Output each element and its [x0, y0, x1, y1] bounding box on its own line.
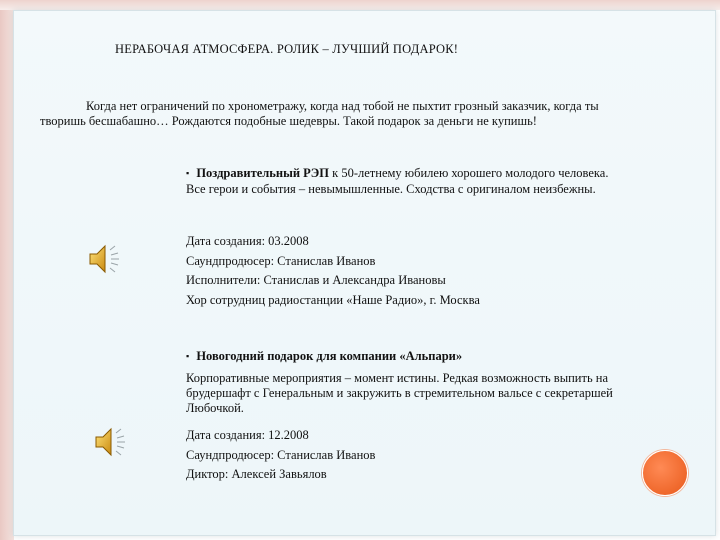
section-title: Новогодний подарок для компании «Альпари»: [196, 349, 463, 363]
section-heading: [186, 349, 626, 365]
top-decorative-band: [0, 0, 720, 10]
section-meta: [186, 232, 480, 310]
meta-producer: Саундпродюсер: Станислав Иванов: [186, 447, 376, 462]
speaker-icon[interactable]: [92, 424, 128, 460]
orange-circle-icon: [642, 450, 688, 496]
intro-text: Когда нет ограничений по хронометражу, когда над тобой не пыхтит грозный заказчик, когда ты творишь бесшабашно… Рождаются подобные шедевры. Такой подарок за деньги не купишь!: [40, 99, 599, 128]
intro-paragraph: [40, 99, 618, 129]
section-rap: [186, 166, 626, 197]
meta-narrator: Диктор: Алексей Завьялов: [186, 467, 327, 481]
section-heading: [186, 166, 626, 197]
section-title: Поздравительный РЭП: [196, 166, 330, 180]
bullet-icon: ▪: [186, 168, 190, 178]
left-decorative-band: [0, 0, 14, 540]
speaker-icon[interactable]: [86, 241, 122, 277]
meta-producer: Саундпродюсер: Станислав Иванов: [186, 253, 376, 268]
meta-performers: Исполнители: Станислав и Александра Ивановы: [186, 273, 446, 287]
bullet-icon: ▪: [186, 351, 190, 361]
section-meta: [186, 426, 375, 485]
section-description: Корпоративные мероприятия – момент истины. Редкая возможность выпить на брудершафт с Генеральным и закружить в стремительном вальсе с секретаршей Любочкой.: [186, 371, 613, 415]
section-description: к 50-летнему юбилею хорошего молодого человека. Все герои и события – невымышленные. Сходства с оригиналом неизбежны.: [186, 166, 609, 196]
slide-title: НЕРАБОЧАЯ АТМОСФЕРА. РОЛИК – ЛУЧШИЙ ПОДАРОК!: [115, 42, 459, 56]
meta-date: Дата создания: 03.2008: [186, 234, 309, 248]
meta-date: Дата создания: 12.2008: [186, 428, 309, 442]
meta-choir: Хор сотрудниц радиостанции «Наше Радио», г. Москва: [186, 292, 480, 307]
section-alpari: [186, 349, 626, 416]
